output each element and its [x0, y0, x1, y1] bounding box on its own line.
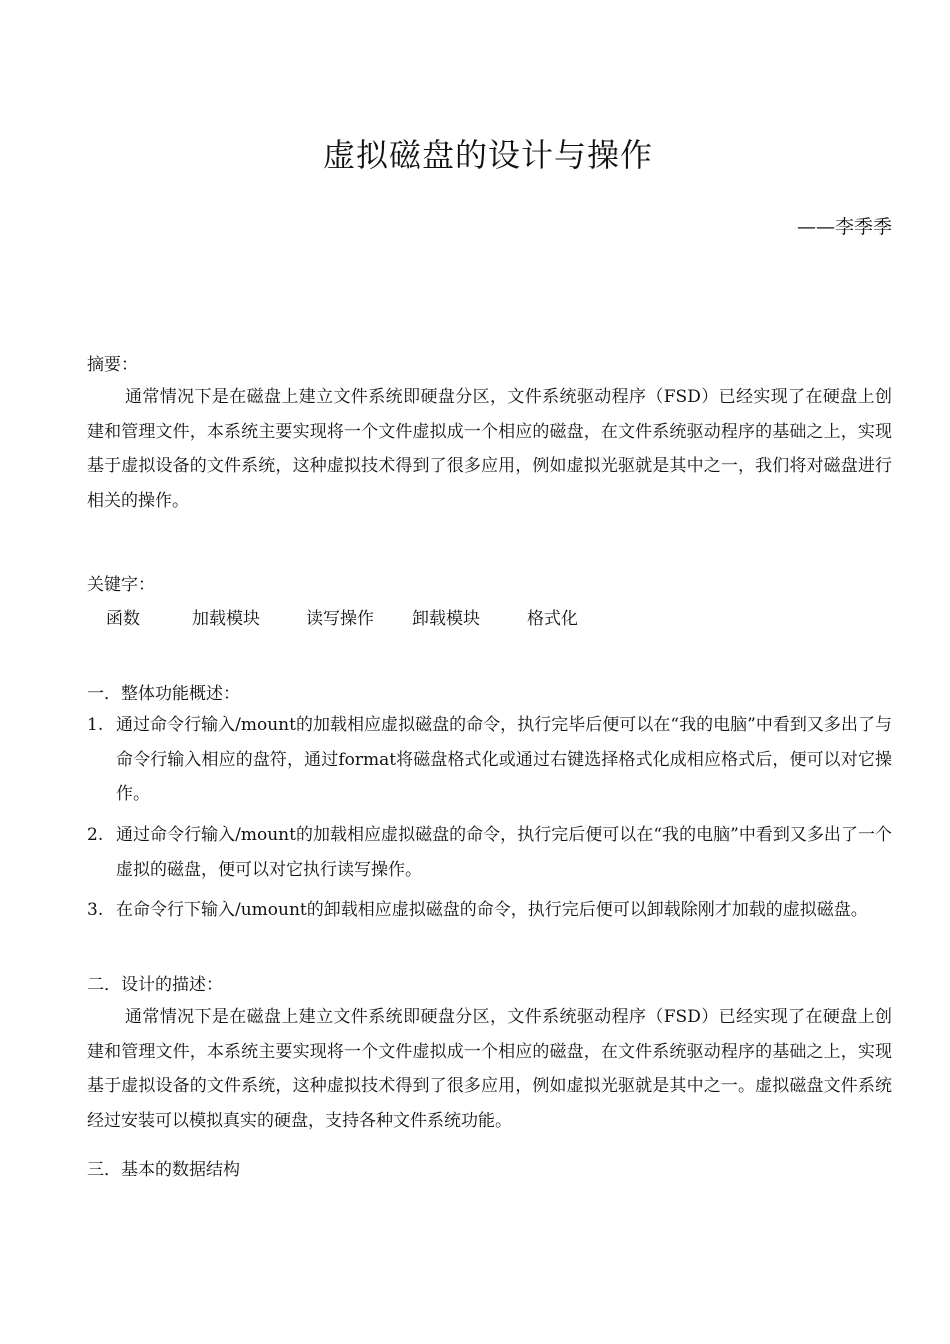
section-2-heading: 二．设计的描述： — [87, 975, 223, 995]
document-title: 虚拟磁盘的设计与操作 — [322, 136, 653, 174]
list-item — [87, 818, 892, 887]
author-line: ——李季季 — [796, 216, 892, 238]
abstract-paragraph: 通常情况下是在磁盘上建立文件系统即硬盘分区，文件系统驱动程序（FSD）已经实现了在硬盘上创建和管理文件，本系统主要实现将一个文件虚拟成一个相应的磁盘，在文件系统驱动程序的基础之上，实现基于虚拟设备的文件系统，这种虚拟技术得到了很多应用，例如虚拟光驱就是其中之一，我们将对磁盘进行相关的操作。 — [87, 387, 892, 511]
keywords-heading: 关键字： — [87, 575, 155, 595]
list-item — [87, 893, 892, 928]
list-item-number: 1. — [87, 715, 104, 735]
list-item — [87, 708, 892, 812]
list-item-number: 2. — [87, 825, 104, 845]
keyword-item: 格式化 — [527, 609, 578, 629]
keyword-item: 加载模块 — [192, 609, 260, 629]
list-item-number: 3. — [87, 900, 104, 920]
abstract-heading: 摘要： — [87, 355, 138, 375]
list-item-text: 在命令行下输入/umount的卸载相应虚拟磁盘的命令，执行完后便可以卸载除刚才加载的虚拟磁盘。 — [116, 900, 868, 920]
list-item-text: 通过命令行输入/mount的加载相应虚拟磁盘的命令，执行完后便可以在“我的电脑”中看到又多出了一个虚拟的磁盘，便可以对它执行读写操作。 — [116, 825, 892, 880]
list-item-text: 通过命令行输入/mount的加载相应虚拟磁盘的命令，执行完毕后便可以在“我的电脑”中看到又多出了与命令行输入相应的盘符，通过format将磁盘格式化或通过右键选择格式化成相应格式后，便可以对它操作。 — [116, 715, 892, 804]
keyword-item: 函数 — [106, 609, 140, 629]
section-3-heading: 三．基本的数据结构 — [87, 1160, 240, 1180]
keyword-item: 读写操作 — [306, 609, 374, 629]
keyword-item: 卸载模块 — [412, 609, 480, 629]
section-1-heading: 一．整体功能概述： — [87, 684, 240, 704]
section-2-paragraph: 通常情况下是在磁盘上建立文件系统即硬盘分区，文件系统驱动程序（FSD）已经实现了在硬盘上创建和管理文件，本系统主要实现将一个文件虚拟成一个相应的磁盘，在文件系统驱动程序的基础之上，实现基于虚拟设备的文件系统，这种虚拟技术得到了很多应用，例如虚拟光驱就是其中之一。虚拟磁盘文件系统经过安装可以模拟真实的硬盘，支持各种文件系统功能。 — [87, 1007, 892, 1131]
